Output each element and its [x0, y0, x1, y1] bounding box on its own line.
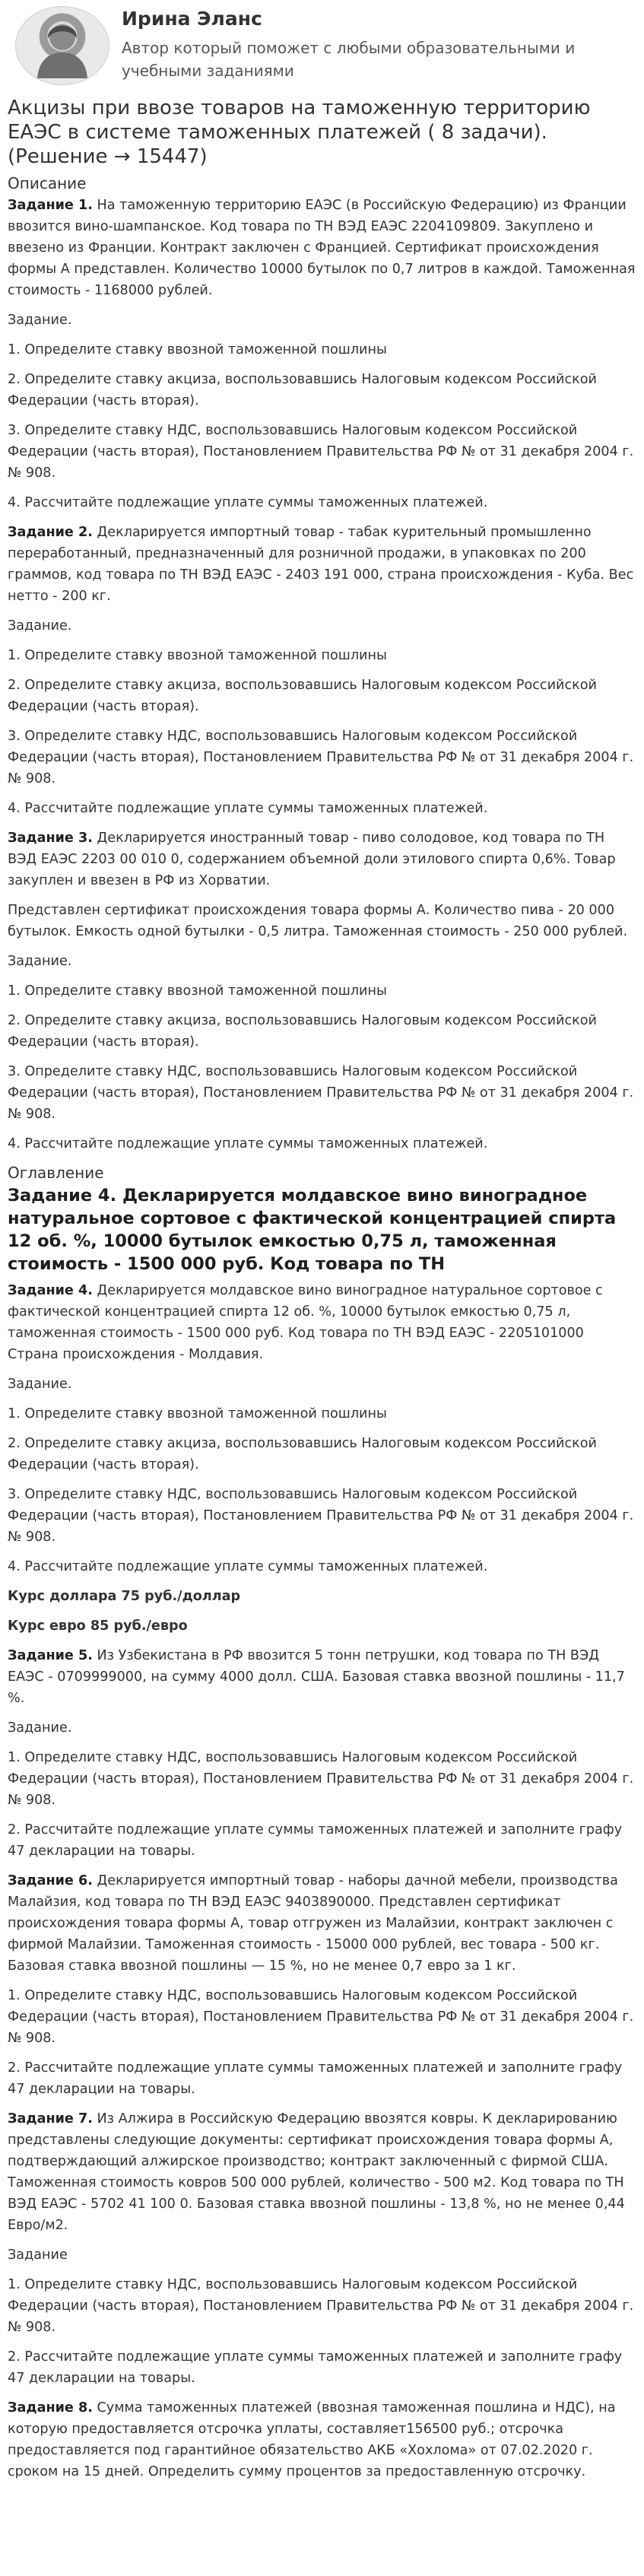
task-4-q3: 3. Определите ставку НДС, воспользовавшись Налоговым кодексом Российской Федерации (часть вторая), Постановлением Правительства РФ № от 31 декабря 2004 г. № 908.: [8, 1487, 634, 1545]
task-5-text: [8, 1645, 636, 1709]
task-7-title: Задание 7.: [8, 2111, 93, 2127]
author-info: [109, 6, 623, 82]
task-1-q2: 2. Определите ставку акциза, воспользовавшись Налоговым кодексом Российской Федерации (часть вторая).: [8, 372, 597, 408]
usd-rate: Курс доллара 75 руб./доллар: [8, 1589, 241, 1604]
task-1-text: [8, 195, 636, 301]
task-4-text: [8, 1280, 636, 1365]
task-6-q2: 2. Рассчитайте подлежащие уплате суммы таможенных платежей и заполните графу 47 декларации на товары.: [8, 2060, 623, 2097]
task-3-body: Декларируется иностранный товар - пиво солодовое, код товара по ТН ВЭД ЕАЭС 2203 00 010 0, содержанием объемной доли этилового спирта 0,6%. Товар закуплен и ввезен в РФ из Хорватии.: [8, 831, 616, 888]
task-2-text: [8, 522, 636, 607]
contents-label: Оглавление: [8, 1164, 104, 1182]
task-7-text: [8, 2108, 636, 2236]
task-1-q3: 3. Определите ставку НДС, воспользовавшись Налоговым кодексом Российской Федерации (часть вторая), Постановлением Правительства РФ № от 31 декабря 2004 г. № 908.: [8, 423, 634, 481]
task-3-text: [8, 827, 636, 891]
task-3-q3: 3. Определите ставку НДС, воспользовавшись Налоговым кодексом Российской Федерации (часть вторая), Постановлением Правительства РФ № от 31 декабря 2004 г. № 908.: [8, 1064, 634, 1122]
task-2-body: Декларируется импортный товар - табак курительный промышленно переработанный, предназначенный для розничной продажи, в упаковках по 200 граммов, код товара по ТН ВЭД ЕАЭС - 2403 191 000, страна происхождения - Куба. Вес нетто - 200 кг.: [8, 525, 634, 604]
task-4-q1: 1. Определите ставку ввозной таможенной пошлины: [8, 1406, 387, 1421]
task-2-q4: 4. Рассчитайте подлежащие уплате суммы таможенных платежей.: [8, 801, 488, 816]
page-title: Акцизы при ввозе товаров на таможенную территорию ЕАЭС в системе таможенных платежей ( 8 задачи). (Решение → 15447): [8, 97, 591, 168]
description-label: Описание: [8, 174, 87, 192]
task-2-q1: 1. Определите ставку ввозной таможенной пошлины: [8, 648, 387, 663]
task-8-text: [8, 2397, 636, 2482]
task-4-heading: Задание 4. Декларируется молдавское вино виноградное натуральное сортовое с фактической концентрацией спирта 12 об. %, 10000 бутылок емкостью 0,75 л, таможенная стоимость - 1500 000 руб. Код товара по ТН: [8, 1186, 617, 1274]
author-name[interactable]: Ирина Эланс: [122, 8, 262, 30]
task-6-title: Задание 6.: [8, 1873, 93, 1888]
task-3-q4: 4. Рассчитайте подлежащие уплате суммы таможенных платежей.: [8, 1136, 488, 1151]
task-2-title: Задание 2.: [8, 525, 93, 540]
task-2-label: Задание.: [8, 618, 72, 634]
task-8-title: Задание 8.: [8, 2400, 93, 2416]
task-7-label: Задание: [8, 2247, 68, 2263]
author-avatar[interactable]: [15, 6, 109, 85]
task-3-title: Задание 3.: [8, 831, 93, 846]
task-6-text: [8, 1870, 636, 1977]
task-1-q4: 4. Рассчитайте подлежащие уплате суммы таможенных платежей.: [8, 495, 488, 510]
task-6-q1: 1. Определите ставку НДС, воспользовавшись Налоговым кодексом Российской Федерации (часть вторая), Постановлением Правительства РФ № от 31 декабря 2004 г. № 908.: [8, 1988, 634, 2046]
task-2-q2: 2. Определите ставку акциза, воспользовавшись Налоговым кодексом Российской Федерации (часть вторая).: [8, 678, 597, 714]
task-1-label: Задание.: [8, 313, 72, 328]
task-7-q1: 1. Определите ставку НДС, воспользовавшись Налоговым кодексом Российской Федерации (часть вторая), Постановлением Правительства РФ № от 31 декабря 2004 г. № 908.: [8, 2277, 634, 2335]
task-4-body: Декларируется молдавское вино виноградное натуральное сортовое с фактической концентрацией спирта 12 об. %, 10000 бутылок емкостью 0,75 л, таможенная стоимость - 1500 000 руб. Код товара по ТН ВЭД ЕАЭС - 2205101000 Страна происхождения - Молдавия.: [8, 1283, 603, 1362]
task-4-title: Задание 4.: [8, 1283, 93, 1298]
task-2-q3: 3. Определите ставку НДС, воспользовавшись Налоговым кодексом Российской Федерации (часть вторая), Постановлением Правительства РФ № от 31 декабря 2004 г. № 908.: [8, 729, 634, 786]
author-card[interactable]: [8, 0, 636, 96]
task-7-body: Из Алжира в Российскую Федерацию ввозятся ковры. К декларированию представлены следующие документы: сертификат происхождения товара формы А, подтверждающий алжирское производство; контракт заключенный с фирмой США. Таможенная стоимость ковров 500 000 рублей, количество - 500 м2. Код товара по ТН ВЭД ЕАЭС - 5702 41 100 0. Базовая ставка ввозной пошлины - 13,8 %, но не менее 0,44 Евро/м2.: [8, 2111, 625, 2233]
task-4-label: Задание.: [8, 1377, 72, 1392]
task-1-q1: 1. Определите ставку ввозной таможенной пошлины: [8, 342, 387, 357]
task-6-body: Декларируется импортный товар - наборы дачной мебели, производства Малайзия, код товара по ТН ВЭД ЕАЭС 9403890000. Представлен сертификат происхождения товара формы А, товар отгружен из Малайзии, контракт заключен с фирмой Малайзии. Таможенная стоимость - 15000 000 рублей, вес товара - 500 кг. Базовая ставка ввозной пошлины — 15 %, но не менее 0,7 евро за 1 кг.: [8, 1873, 618, 1974]
task-3-q1: 1. Определите ставку ввозной таможенной пошлины: [8, 983, 387, 999]
task-1-body: На таможенную территорию ЕАЭС (в Российскую Федерацию) из Франции ввозится вино-шампанское. Код товара по ТН ВЭД ЕАЭС 2204109809. Закуплено и ввезено из Франции. Контракт заключен с Францией. Сертификат происхождения формы А представлен. Количество 10000 бутылок по 0,7 литров в каждой. Таможенная стоимость - 1168000 рублей.: [8, 198, 636, 298]
author-description: Автор который поможет с любыми образовательными и учебными заданиями: [122, 39, 576, 80]
task-3-label: Задание.: [8, 954, 72, 969]
task-3-q2: 2. Определите ставку акциза, воспользовавшись Налоговым кодексом Российской Федерации (часть вторая).: [8, 1013, 597, 1050]
task-1-title: Задание 1.: [8, 198, 93, 213]
task-5-label: Задание.: [8, 1720, 72, 1736]
person-photo-icon: [28, 11, 97, 80]
eur-rate: Курс евро 85 руб./евро: [8, 1618, 188, 1634]
task-4-q2: 2. Определите ставку акциза, воспользовавшись Налоговым кодексом Российской Федерации (часть вторая).: [8, 1436, 597, 1472]
task-5-title: Задание 5.: [8, 1648, 93, 1663]
task-5-q2: 2. Рассчитайте подлежащие уплате суммы таможенных платежей и заполните графу 47 декларации на товары.: [8, 1822, 623, 1859]
task-5-q1: 1. Определите ставку НДС, воспользовавшись Налоговым кодексом Российской Федерации (часть вторая), Постановлением Правительства РФ № от 31 декабря 2004 г. № 908.: [8, 1750, 634, 1808]
task-4-q4: 4. Рассчитайте подлежащие уплате суммы таможенных платежей.: [8, 1559, 488, 1574]
task-5-body: Из Узбекистана в РФ ввозится 5 тонн петрушки, код товара по ТН ВЭД ЕАЭС - 0709999000, на сумму 4000 долл. США. Базовая ставка ввозной пошлины - 11,7 %.: [8, 1648, 625, 1706]
task-8-body: Сумма таможенных платежей (ввозная таможенная пошлина и НДС), на которую предоставляется отсрочка уплаты, составляет156500 руб.; отсрочка предоставляется под гарантийное обязательство АКБ «Хохлома» от 07.02.2020 г. сроком на 15 дней. Определить сумму процентов за предоставленную отсрочку.: [8, 2400, 616, 2479]
task-3-text2: Представлен сертификат происхождения товара формы А. Количество пива - 20 000 бутылок. Емкость одной бутылки - 0,5 литра. Таможенная стоимость - 250 000 рублей.: [8, 903, 628, 939]
task-7-q2: 2. Рассчитайте подлежащие уплате суммы таможенных платежей и заполните графу 47 декларации на товары.: [8, 2349, 623, 2386]
